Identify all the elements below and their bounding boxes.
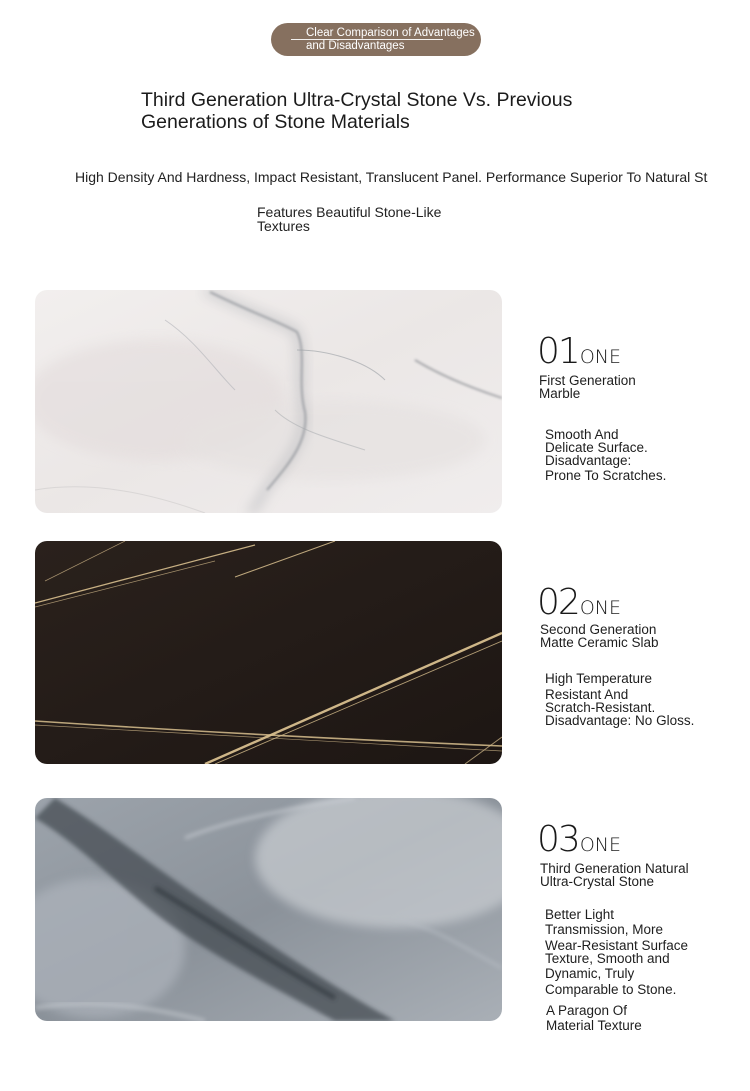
page-subtitle: High Density And Hardness, Impact Resistant, Translucent Panel. Performance Superior To Natural St [75,169,708,185]
item-3-gen-line-1: Third Generation Natural [540,861,689,876]
item-3-desc-line: Material Texture [546,1018,642,1033]
item-1-description [545,428,666,482]
item-3-desc-line: Wear-Resistant Surface [545,938,689,953]
item-3-number [537,819,621,860]
black-gold-slab-image [35,541,502,764]
badge-line-1: Clear Comparison of Advantages [306,27,475,39]
item-1-number [537,331,621,372]
item-3-desc-line: Texture, Smooth and [545,951,670,966]
item-3-num-digits: 03 [537,819,579,860]
item-2-generation [540,624,659,649]
comparison-badge [271,23,481,56]
item-2-desc-line: Disadvantage: No Gloss. [545,713,695,728]
item-2-num-digits: 02 [537,582,579,623]
item-1-generation [539,375,636,400]
marble-texture-image [35,290,502,513]
item-1-num-digits: 01 [537,331,579,372]
item-3-gen-line-2: Ultra-Crystal Stone [540,873,655,889]
badge-line-2: and Disadvantages [306,40,405,52]
item-2-desc-line: Scratch-Resistant. [545,700,656,715]
features-line-2: Textures [257,217,310,234]
item-2-desc-line: High Temperature [545,671,653,686]
features-caption [257,206,477,233]
item-3-num-suffix: ONE [579,834,621,856]
page-title [141,89,641,133]
item-3-desc-line: Dynamic, Truly [545,966,635,981]
item-1-desc-line: Smooth And [545,427,619,442]
item-1-gen-line-2: Marble [539,385,581,401]
badge-text [306,27,481,53]
item-3-generation [540,863,689,888]
item-2-gen-line-1: Second Generation [540,622,657,637]
item-1-desc-line: Disadvantage: [545,453,632,468]
item-2-number [537,582,621,623]
features-line-1: Features Beautiful Stone-Like [257,204,442,220]
item-1-desc-line: Delicate Surface. [545,440,648,455]
item-2-num-suffix: ONE [579,597,621,619]
item-1-num-suffix: ONE [579,346,621,368]
item-3-desc-line: Comparable to Stone. [545,982,677,997]
item-1-gen-line-1: First Generation [539,373,636,388]
item-3-desc-line: A Paragon Of [546,1003,628,1018]
item-1-desc-line: Prone To Scratches. [545,468,667,483]
title-line-1: Third Generation Ultra-Crystal Stone Vs. Previous [141,89,573,111]
item-2-gen-line-2: Matte Ceramic Slab [540,634,659,650]
title-line-2: Generations of Stone Materials [141,111,410,133]
item-3-desc-line: Transmission, More [545,922,664,937]
item-3-desc-line: Better Light [545,907,615,922]
item-3-description [545,908,688,1032]
item-2-desc-line: Resistant And [545,687,629,702]
crystal-stone-image [35,798,502,1021]
item-2-description [545,672,694,727]
